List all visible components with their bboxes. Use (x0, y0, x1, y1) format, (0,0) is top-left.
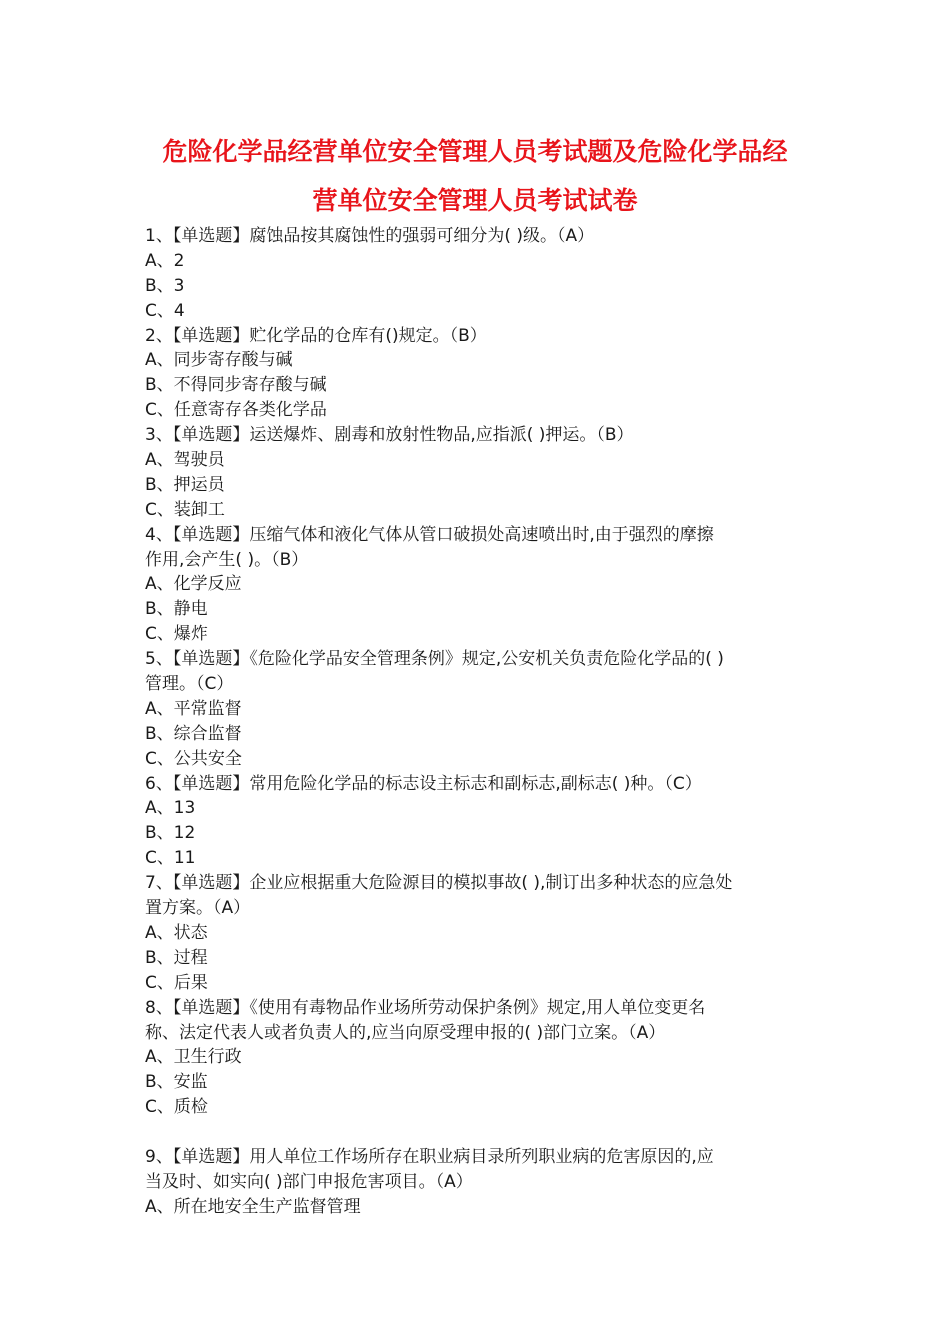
question-text: 6、【单选题】常用危险化学品的标志设主标志和副标志,副标志( )种。（C） (145, 773, 702, 794)
question-text: 9、【单选题】用人单位工作场所存在职业病目录所列职业病的危害原因的,应 (145, 1146, 714, 1167)
answer-option: A、状态 (145, 922, 208, 943)
answer-option: C、后果 (145, 972, 208, 993)
answer-option: C、爆炸 (145, 624, 208, 645)
answer-option: A、同步寄存酸与碱 (145, 350, 293, 371)
blank-line (145, 1120, 810, 1145)
answer-option: A、驾驶员 (145, 450, 225, 471)
answer-option: B、静电 (145, 599, 208, 620)
answer-option: C、4 (145, 300, 185, 321)
question-text: 管理。（C） (145, 674, 234, 695)
question-text: 2、【单选题】贮化学品的仓库有()规定。（B） (145, 325, 487, 346)
answer-option: A、卫生行政 (145, 1047, 242, 1068)
answer-option: A、平常监督 (145, 698, 242, 719)
question-text: 1、【单选题】腐蚀品按其腐蚀性的强弱可细分为( )级。（A） (145, 226, 595, 246)
answer-option: C、质检 (145, 1097, 208, 1118)
question-list (145, 224, 810, 1220)
answer-option: A、所在地安全生产监督管理 (145, 1196, 361, 1217)
question-text: 置方案。（A） (145, 898, 251, 919)
answer-option: A、2 (145, 250, 185, 271)
document-title-line-2: 营单位安全管理人员考试试卷 (312, 186, 638, 215)
answer-option: B、综合监督 (145, 723, 242, 744)
answer-option: C、公共安全 (145, 748, 242, 769)
answer-option: C、装卸工 (145, 499, 225, 520)
question-text: 当及时、如实向( )部门申报危害项目。（A） (145, 1171, 473, 1192)
answer-option: C、11 (145, 848, 196, 869)
answer-option: B、12 (145, 823, 196, 844)
answer-option: A、化学反应 (145, 574, 242, 595)
answer-option: B、安监 (145, 1072, 208, 1093)
document-title-line-1: 危险化学品经营单位安全管理人员考试题及危险化学品经 (162, 137, 788, 166)
question-text: 8、【单选题】《使用有毒物品作业场所劳动保护条例》规定,用人单位变更名 (145, 997, 706, 1018)
question-text: 7、【单选题】企业应根据重大危险源目的模拟事故( ),制订出多种状态的应急处 (145, 873, 733, 894)
question-text: 称、法定代表人或者负责人的,应当向原受理申报的( )部门立案。（A） (145, 1022, 666, 1043)
question-text: 4、【单选题】压缩气体和液化气体从管口破损处高速喷出时,由于强烈的摩擦 (145, 524, 714, 545)
answer-option: C、任意寄存各类化学品 (145, 400, 327, 421)
answer-option: B、过程 (145, 947, 208, 968)
question-text: 3、【单选题】运送爆炸、剧毒和放射性物品,应指派( )押运。（B） (145, 425, 634, 446)
question-text: 5、【单选题】《危险化学品安全管理条例》规定,公安机关负责危险化学品的( ) (145, 649, 724, 670)
answer-option: B、押运员 (145, 474, 225, 495)
answer-option: B、不得同步寄存酸与碱 (145, 375, 327, 396)
answer-option: B、3 (145, 275, 185, 296)
answer-option: A、13 (145, 798, 196, 819)
question-text: 作用,会产生( )。（B） (145, 549, 309, 570)
